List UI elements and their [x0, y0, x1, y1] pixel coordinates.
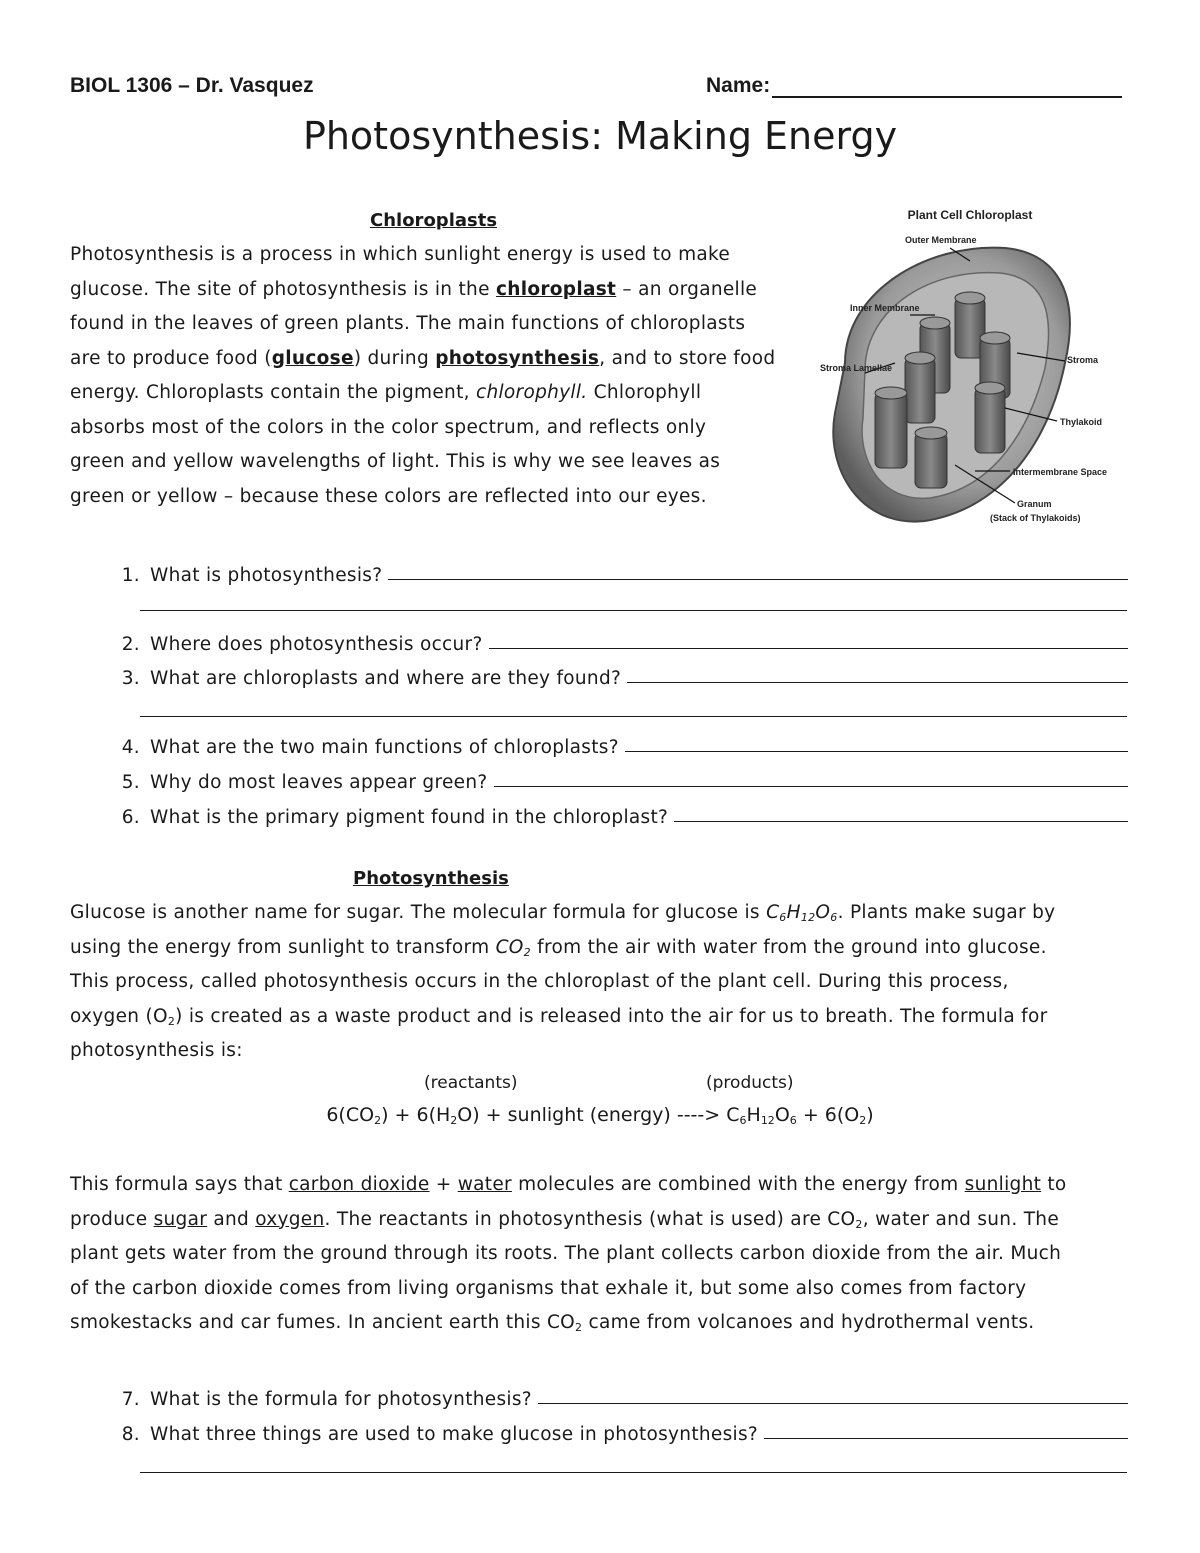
- para-line: This process, called photosynthesis occurs in the chloroplast of the plant cell. During this process,: [70, 971, 1009, 992]
- para-line: green and yellow wavelengths of light. This is why we see leaves as: [70, 451, 721, 472]
- name-field[interactable]: [706, 74, 1122, 98]
- question-5: 5. Why do most leaves appear green?: [98, 759, 1128, 793]
- para-line: of the carbon dioxide comes from living organisms that exhale it, but some also comes from factory: [70, 1277, 1027, 1299]
- label-intermembrane-space: Intermembrane Space: [1013, 467, 1108, 477]
- course-header: BIOL 1306 – Dr. Vasquez: [70, 74, 314, 97]
- photosynthesis-paragraph-1: [70, 896, 1140, 1069]
- label-inner-membrane: Inner Membrane: [850, 303, 920, 313]
- photosynthesis-paragraph-2: [70, 1168, 1150, 1341]
- question-6: 6. What is the primary pigment found in the chloroplast?: [98, 794, 1128, 828]
- answer-line-continued[interactable]: [140, 1472, 1127, 1473]
- para-line: absorbs most of the colors in the color spectrum, and reflects only: [70, 416, 707, 438]
- para-line: are to produce food (glucose) during photosynthesis, and to store food: [70, 347, 776, 369]
- para-line: using the energy from sunlight to transform $CO_2$ from the air with water from the ground into glucose.: [70, 936, 1047, 959]
- answer-line[interactable]: [674, 820, 1128, 822]
- answer-line[interactable]: [625, 750, 1128, 752]
- para-line: Photosynthesis is a process in which sunlight energy is used to make: [70, 244, 731, 265]
- question-8: 8. What three things are used to make glucose in photosynthesis?: [98, 1411, 1128, 1445]
- para-line: oxygen $(O_2)$ is created as a waste product and is released into the air for us to breath. The formula for: [70, 1005, 1048, 1028]
- answer-line[interactable]: [627, 681, 1128, 683]
- para-line: found in the leaves of green plants. The main functions of chloroplasts: [70, 313, 746, 334]
- name-blank-line[interactable]: [772, 74, 1122, 98]
- label-granum-sub: (Stack of Thylakoids): [990, 513, 1081, 523]
- chloroplast-illustration: [805, 203, 1135, 543]
- label-stroma: Stroma: [1067, 355, 1099, 365]
- chloroplasts-paragraph: [70, 238, 800, 514]
- answer-line[interactable]: [489, 647, 1128, 649]
- products-label: (products): [706, 1073, 794, 1093]
- chloroplast-diagram: [805, 203, 1135, 543]
- para-line: This formula says that carbon dioxide + water molecules are combined with the energy from sunlight to: [70, 1174, 1067, 1195]
- label-stroma-lamellae: Stroma Lamellae: [820, 363, 893, 373]
- para-line: green or yellow – because these colors are reflected into our eyes.: [70, 485, 707, 507]
- name-label: Name:: [706, 74, 771, 97]
- question-4: 4. What are the two main functions of chloroplasts?: [98, 724, 1128, 758]
- para-line: produce sugar and oxygen. The reactants in photosynthesis (what is used) are $CO_2$, water and sun. The: [70, 1208, 1059, 1231]
- answer-line[interactable]: [538, 1402, 1128, 1404]
- question-2: 2. Where does photosynthesis occur?: [98, 621, 1128, 655]
- photosynthesis-heading: Photosynthesis: [353, 868, 509, 889]
- reactants-label: (reactants): [424, 1073, 518, 1093]
- page-title: Photosynthesis: Making Energy: [302, 114, 898, 158]
- photosynthesis-equation: $6(CO_2) + 6(H_2O)$ + sunlight (energy) ----> $C_6H_{12}O_6 + 6(O_2)$: [326, 1104, 874, 1127]
- para-line: glucose. The site of photosynthesis is in the chloroplast – an organelle: [70, 278, 758, 300]
- answer-line[interactable]: [388, 578, 1128, 580]
- answer-line-continued[interactable]: [140, 610, 1127, 611]
- para-line: plant gets water from the ground through its roots. The plant collects carbon dioxide from the air. Much: [70, 1243, 1062, 1264]
- label-thylakoid: Thylakoid: [1060, 417, 1103, 427]
- question-3: 3. What are chloroplasts and where are they found?: [98, 655, 1128, 689]
- answer-line-continued[interactable]: [140, 716, 1127, 717]
- answer-line[interactable]: [764, 1437, 1128, 1439]
- para-line: smokestacks and car fumes. In ancient earth this $CO_2$ came from volcanoes and hydrothermal vents.: [70, 1312, 1035, 1334]
- question-7: 7. What is the formula for photosynthesis?: [98, 1376, 1128, 1410]
- chloroplasts-heading: Chloroplasts: [370, 210, 498, 231]
- diagram-title: Plant Cell Chloroplast: [907, 208, 1033, 222]
- para-line: photosynthesis is:: [70, 1040, 243, 1061]
- question-1: 1. What is photosynthesis?: [98, 552, 1128, 586]
- para-line: energy. Chloroplasts contain the pigment, chlorophyll. Chlorophyll: [70, 382, 702, 403]
- label-outer-membrane: Outer Membrane: [905, 235, 977, 245]
- answer-line[interactable]: [494, 785, 1129, 787]
- label-granum: Granum: [1017, 499, 1052, 509]
- para-line: Glucose is another name for sugar. The molecular formula for glucose is $C_6H_{12}O_6$. Plants make sugar by: [70, 902, 1056, 924]
